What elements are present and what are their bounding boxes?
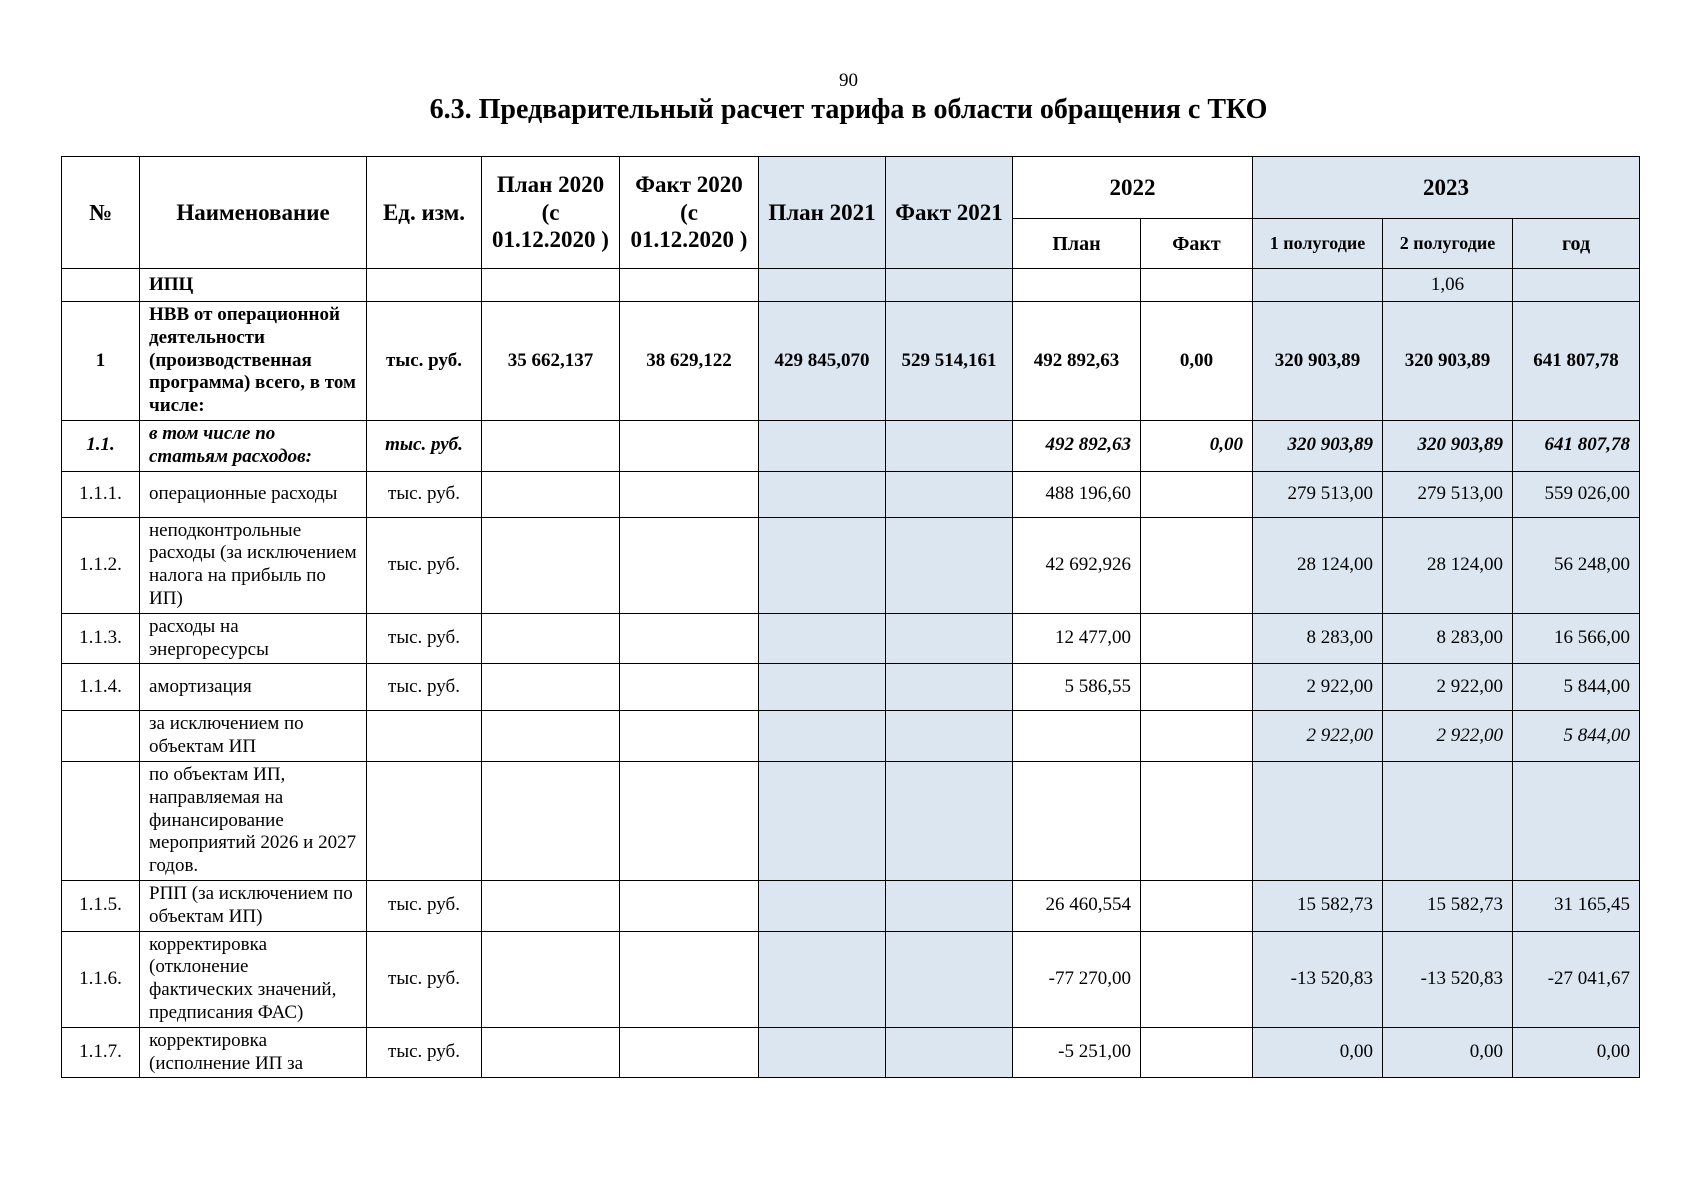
cell-half-2: 0,00 [1383, 1027, 1513, 1078]
page-number: 90 [839, 70, 858, 91]
cell-year: 641 807,78 [1513, 302, 1640, 421]
cell-fact-2022 [1141, 931, 1253, 1027]
cell-plan-2021 [759, 931, 886, 1027]
cell-half-1: 2 922,00 [1253, 664, 1383, 711]
cell-plan-2022: -5 251,00 [1013, 1027, 1141, 1078]
cell-plan-2020 [482, 1027, 620, 1078]
cell-half-2: 1,06 [1383, 269, 1513, 302]
cell-half-1: 320 903,89 [1253, 420, 1383, 471]
cell-fact-2020 [620, 761, 759, 880]
cell-name: амортизация [140, 664, 367, 711]
cell-year: 5 844,00 [1513, 711, 1640, 762]
cell-half-1 [1253, 269, 1383, 302]
cell-fact-2022 [1141, 664, 1253, 711]
cell-unit [367, 711, 482, 762]
cell-half-1: -13 520,83 [1253, 931, 1383, 1027]
cell-unit: тыс. руб. [367, 517, 482, 613]
tariff-table [61, 156, 1640, 1078]
table-row [62, 269, 1640, 302]
cell-unit: тыс. руб. [367, 613, 482, 664]
header-num: № [62, 157, 140, 269]
header-unit: Ед. изм. [367, 157, 482, 269]
cell-name: корректировка (исполнение ИП за [140, 1027, 367, 1078]
cell-num [62, 711, 140, 762]
cell-name: НВВ от операционной деятельности (производственная программа) всего, в том числе: [140, 302, 367, 421]
cell-year: 16 566,00 [1513, 613, 1640, 664]
cell-year: 641 807,78 [1513, 420, 1640, 471]
cell-plan-2020 [482, 931, 620, 1027]
cell-fact-2020 [620, 517, 759, 613]
cell-plan-2020 [482, 269, 620, 302]
cell-name: ИПЦ [140, 269, 367, 302]
cell-plan-2021: 429 845,070 [759, 302, 886, 421]
cell-unit: тыс. руб. [367, 302, 482, 421]
cell-plan-2021 [759, 761, 886, 880]
cell-half-2: 2 922,00 [1383, 664, 1513, 711]
cell-half-2: 28 124,00 [1383, 517, 1513, 613]
cell-num: 1.1.4. [62, 664, 140, 711]
cell-plan-2022: 488 196,60 [1013, 471, 1141, 517]
header-half-2: 2 полугодие [1383, 219, 1513, 269]
cell-fact-2021 [886, 613, 1013, 664]
cell-fact-2021 [886, 711, 1013, 762]
cell-unit: тыс. руб. [367, 420, 482, 471]
table-row [62, 664, 1640, 711]
cell-fact-2021: 529 514,161 [886, 302, 1013, 421]
cell-plan-2021 [759, 517, 886, 613]
cell-num: 1.1.1. [62, 471, 140, 517]
cell-fact-2021 [886, 420, 1013, 471]
cell-plan-2020 [482, 711, 620, 762]
cell-fact-2020 [620, 420, 759, 471]
cell-fact-2022 [1141, 880, 1253, 931]
cell-plan-2021 [759, 269, 886, 302]
cell-half-2: 8 283,00 [1383, 613, 1513, 664]
cell-plan-2021 [759, 1027, 886, 1078]
cell-plan-2022: 492 892,63 [1013, 302, 1141, 421]
header-half-1: 1 полугодие [1253, 219, 1383, 269]
cell-fact-2022: 0,00 [1141, 302, 1253, 421]
cell-plan-2022: -77 270,00 [1013, 931, 1141, 1027]
table-row [62, 880, 1640, 931]
cell-num: 1.1.3. [62, 613, 140, 664]
cell-plan-2020: 35 662,137 [482, 302, 620, 421]
table-row [62, 1027, 1640, 1078]
cell-year [1513, 761, 1640, 880]
cell-unit: тыс. руб. [367, 880, 482, 931]
cell-fact-2021 [886, 761, 1013, 880]
cell-unit: тыс. руб. [367, 1027, 482, 1078]
cell-name: корректировка (отклонение фактических значений, предписания ФАС) [140, 931, 367, 1027]
header-row-years [62, 157, 1640, 219]
cell-unit: тыс. руб. [367, 931, 482, 1027]
cell-plan-2022 [1013, 711, 1141, 762]
cell-year: 0,00 [1513, 1027, 1640, 1078]
cell-half-2 [1383, 761, 1513, 880]
cell-unit: тыс. руб. [367, 471, 482, 517]
table-row [62, 613, 1640, 664]
cell-name: РПП (за исключением по объектам ИП) [140, 880, 367, 931]
cell-half-2: 320 903,89 [1383, 420, 1513, 471]
cell-fact-2021 [886, 664, 1013, 711]
table-row [62, 471, 1640, 517]
header-year-2022: 2022 [1013, 157, 1253, 219]
cell-half-2: 2 922,00 [1383, 711, 1513, 762]
cell-num: 1.1. [62, 420, 140, 471]
cell-name: по объектам ИП, направляемая на финансирование мероприятий 2026 и 2027 годов. [140, 761, 367, 880]
header-plan-2020: План 2020 (с 01.12.2020 ) [482, 157, 620, 269]
cell-fact-2020 [620, 269, 759, 302]
cell-half-1: 279 513,00 [1253, 471, 1383, 517]
cell-half-1: 28 124,00 [1253, 517, 1383, 613]
cell-half-2: 279 513,00 [1383, 471, 1513, 517]
header-plan-2021: План 2021 [759, 157, 886, 269]
table-row [62, 931, 1640, 1027]
cell-plan-2020 [482, 761, 620, 880]
cell-unit [367, 269, 482, 302]
cell-half-1 [1253, 761, 1383, 880]
cell-plan-2022: 5 586,55 [1013, 664, 1141, 711]
table-row [62, 711, 1640, 762]
header-year-total: год [1513, 219, 1640, 269]
cell-fact-2020 [620, 931, 759, 1027]
cell-fact-2021 [886, 880, 1013, 931]
cell-unit [367, 761, 482, 880]
cell-name: операционные расходы [140, 471, 367, 517]
header-plan-2022: План [1013, 219, 1141, 269]
header-year-2023: 2023 [1253, 157, 1640, 219]
cell-fact-2021 [886, 269, 1013, 302]
page-title: 6.3. Предварительный расчет тарифа в области обращения с ТКО [429, 94, 1268, 125]
cell-year: 31 165,45 [1513, 880, 1640, 931]
cell-half-1: 320 903,89 [1253, 302, 1383, 421]
cell-half-2: 320 903,89 [1383, 302, 1513, 421]
cell-name: неподконтрольные расходы (за исключением налога на прибыль по ИП) [140, 517, 367, 613]
cell-half-1: 15 582,73 [1253, 880, 1383, 931]
cell-fact-2021 [886, 517, 1013, 613]
cell-fact-2022 [1141, 471, 1253, 517]
cell-plan-2021 [759, 880, 886, 931]
cell-plan-2022: 12 477,00 [1013, 613, 1141, 664]
cell-fact-2022 [1141, 711, 1253, 762]
cell-name: расходы на энергоресурсы [140, 613, 367, 664]
cell-plan-2020 [482, 664, 620, 711]
table-row [62, 761, 1640, 880]
table-row [62, 420, 1640, 471]
cell-half-2: -13 520,83 [1383, 931, 1513, 1027]
cell-plan-2021 [759, 420, 886, 471]
cell-half-1: 8 283,00 [1253, 613, 1383, 664]
cell-plan-2022: 26 460,554 [1013, 880, 1141, 931]
cell-plan-2022 [1013, 269, 1141, 302]
cell-fact-2022: 0,00 [1141, 420, 1253, 471]
cell-half-1: 2 922,00 [1253, 711, 1383, 762]
cell-plan-2021 [759, 711, 886, 762]
cell-fact-2021 [886, 1027, 1013, 1078]
cell-fact-2020: 38 629,122 [620, 302, 759, 421]
cell-num [62, 269, 140, 302]
cell-unit: тыс. руб. [367, 664, 482, 711]
cell-fact-2022 [1141, 269, 1253, 302]
cell-plan-2020 [482, 613, 620, 664]
cell-fact-2021 [886, 471, 1013, 517]
cell-fact-2020 [620, 471, 759, 517]
cell-fact-2020 [620, 1027, 759, 1078]
cell-year: 56 248,00 [1513, 517, 1640, 613]
cell-plan-2022: 42 692,926 [1013, 517, 1141, 613]
cell-plan-2020 [482, 471, 620, 517]
cell-year: 559 026,00 [1513, 471, 1640, 517]
table-row [62, 302, 1640, 421]
cell-fact-2020 [620, 664, 759, 711]
cell-fact-2022 [1141, 517, 1253, 613]
cell-num: 1.1.2. [62, 517, 140, 613]
cell-fact-2022 [1141, 613, 1253, 664]
cell-num [62, 761, 140, 880]
cell-fact-2022 [1141, 1027, 1253, 1078]
cell-year: -27 041,67 [1513, 931, 1640, 1027]
cell-year: 5 844,00 [1513, 664, 1640, 711]
header-fact-2021: Факт 2021 [886, 157, 1013, 269]
cell-plan-2021 [759, 471, 886, 517]
cell-plan-2020 [482, 880, 620, 931]
cell-half-2: 15 582,73 [1383, 880, 1513, 931]
header-fact-2020: Факт 2020 (с 01.12.2020 ) [620, 157, 759, 269]
cell-fact-2020 [620, 880, 759, 931]
cell-plan-2021 [759, 613, 886, 664]
cell-num: 1.1.6. [62, 931, 140, 1027]
cell-num: 1.1.7. [62, 1027, 140, 1078]
header-fact-2022: Факт [1141, 219, 1253, 269]
cell-fact-2022 [1141, 761, 1253, 880]
cell-plan-2022: 492 892,63 [1013, 420, 1141, 471]
header-name: Наименование [140, 157, 367, 269]
cell-year [1513, 269, 1640, 302]
cell-fact-2020 [620, 711, 759, 762]
cell-plan-2020 [482, 517, 620, 613]
cell-half-1: 0,00 [1253, 1027, 1383, 1078]
cell-plan-2022 [1013, 761, 1141, 880]
cell-fact-2020 [620, 613, 759, 664]
cell-fact-2021 [886, 931, 1013, 1027]
cell-name: в том числе по статьям расходов: [140, 420, 367, 471]
cell-name: за исключением по объектам ИП [140, 711, 367, 762]
table-row [62, 517, 1640, 613]
cell-num: 1 [62, 302, 140, 421]
cell-num: 1.1.5. [62, 880, 140, 931]
cell-plan-2020 [482, 420, 620, 471]
cell-plan-2021 [759, 664, 886, 711]
